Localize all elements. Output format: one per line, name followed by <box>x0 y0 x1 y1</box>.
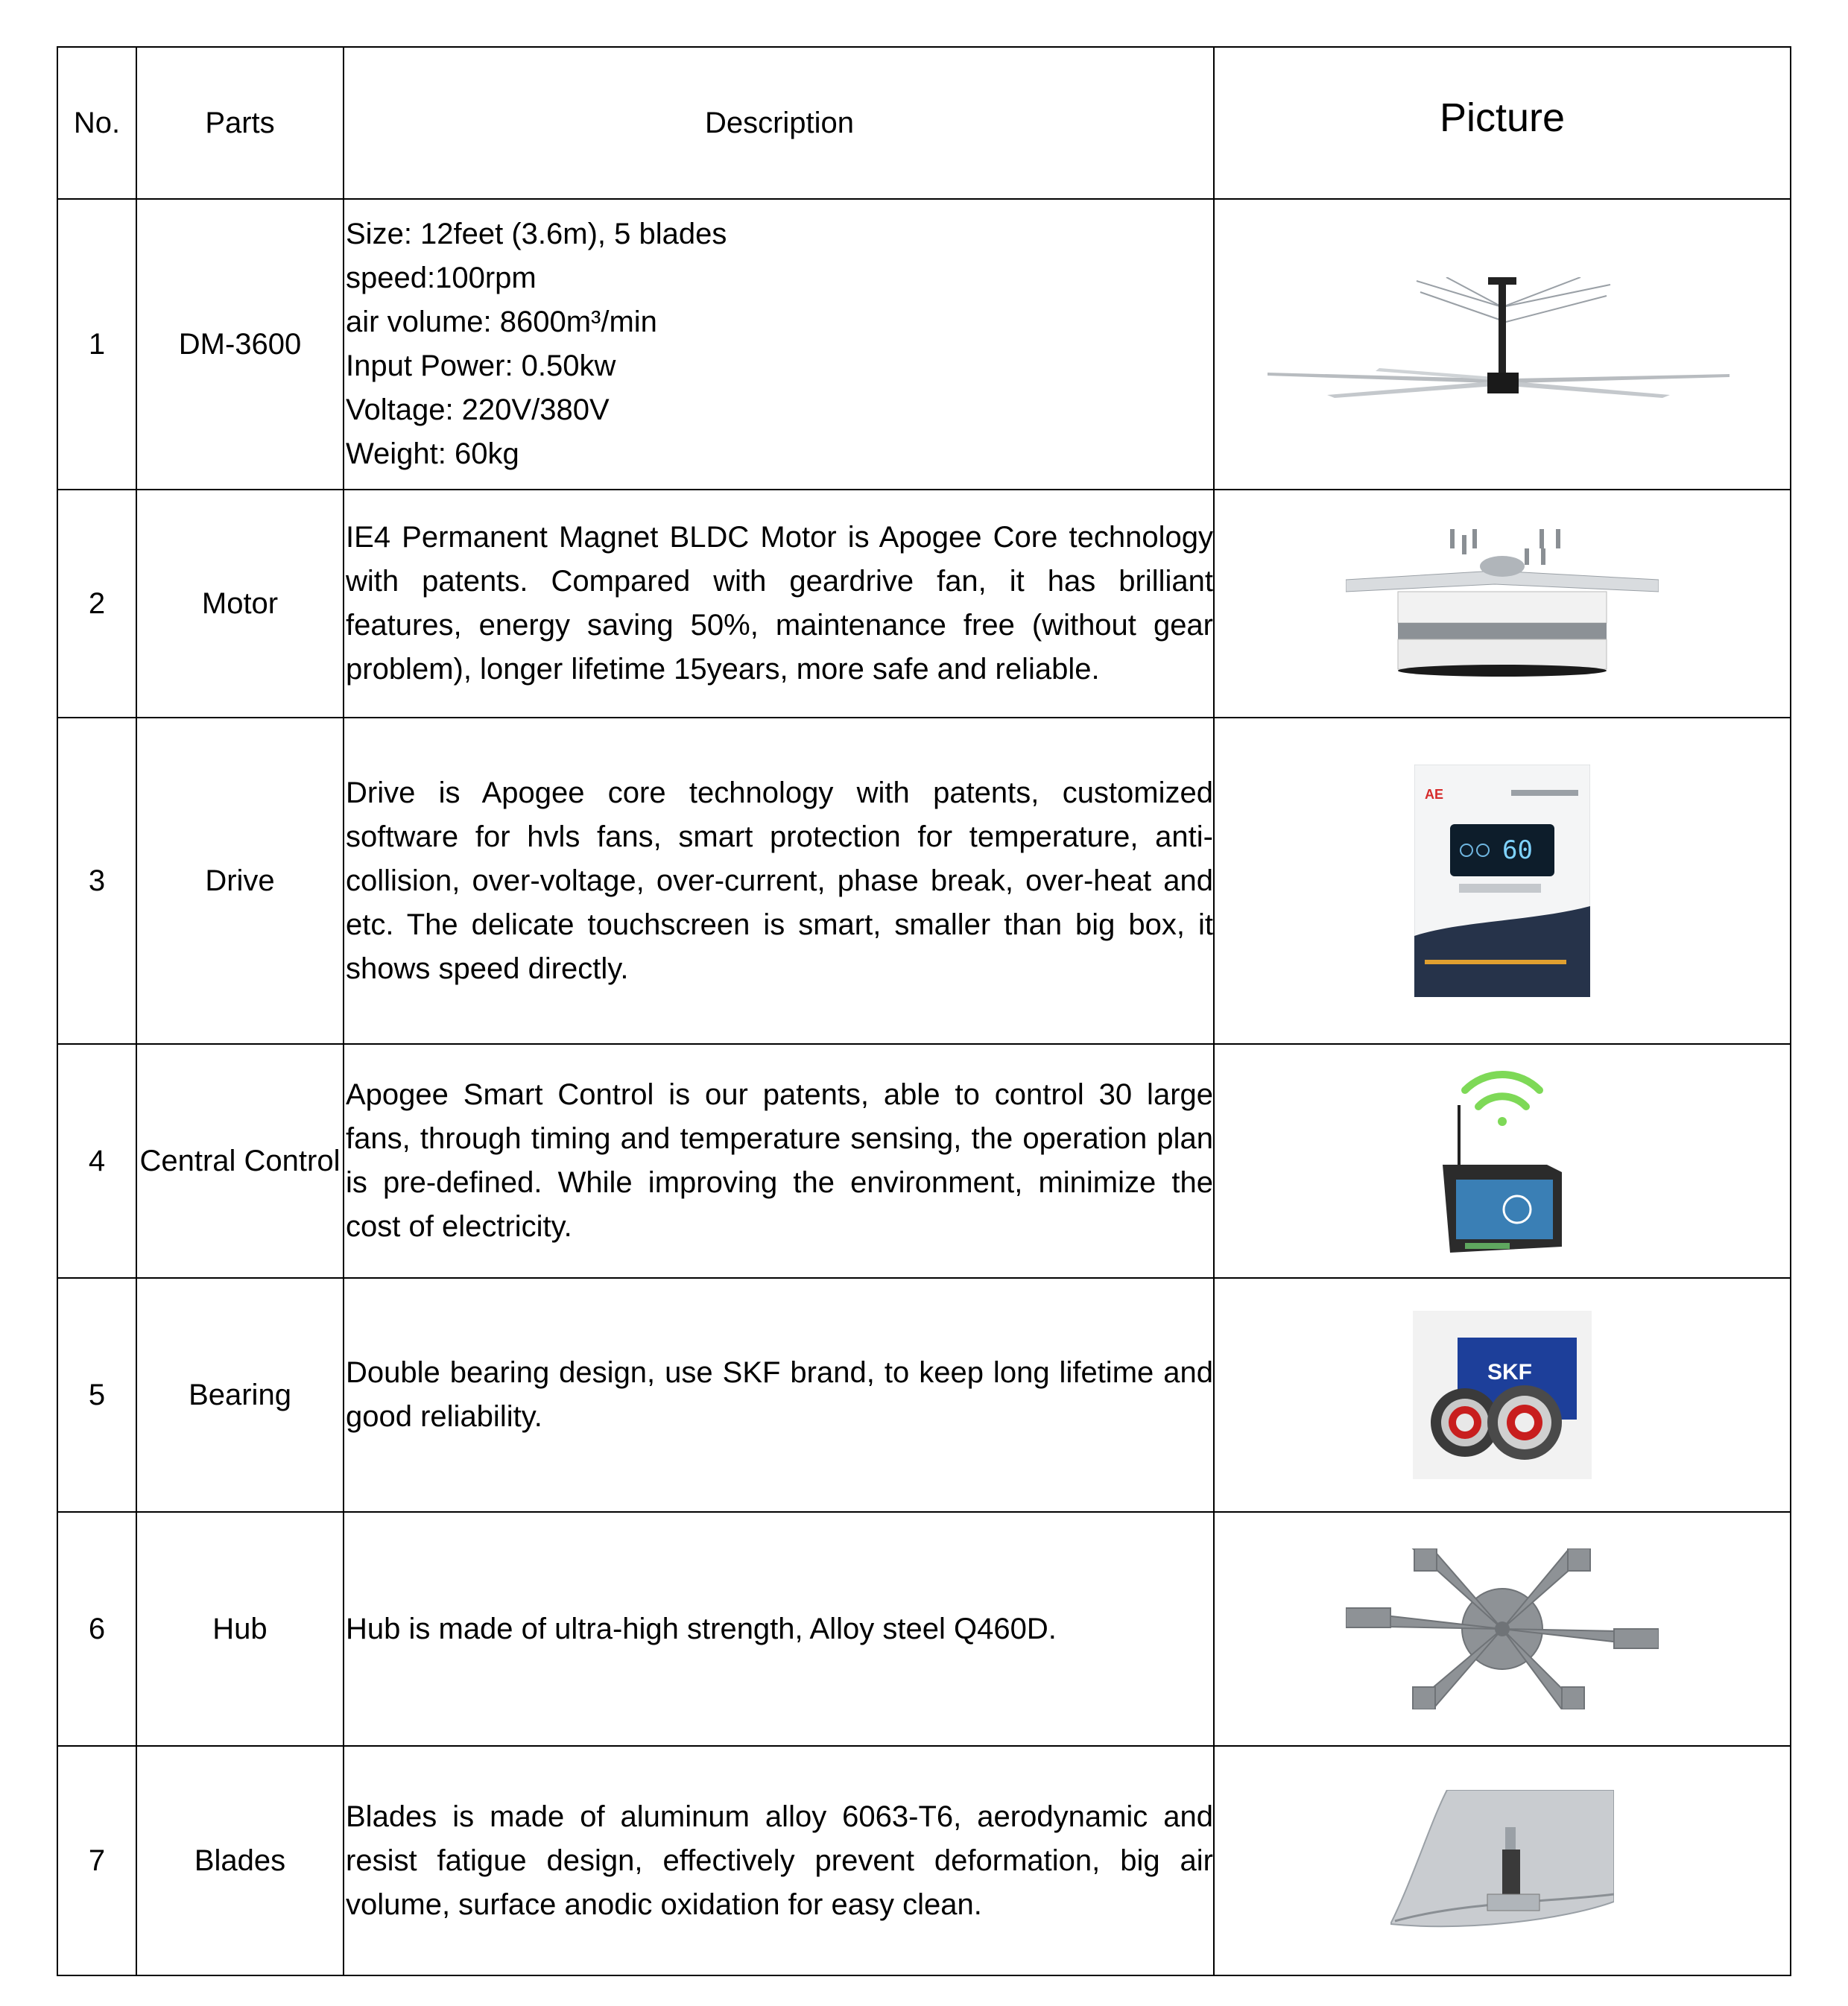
table-row <box>57 1512 1791 1746</box>
row-picture <box>1214 1746 1791 1975</box>
row-picture <box>1214 1278 1791 1512</box>
table-row <box>57 1746 1791 1975</box>
hub-image <box>1346 1548 1659 1709</box>
header-description: Description <box>344 47 1214 199</box>
row-description: Drive is Apogee core technology with patents, customized software for hvls fans, smart protection for temperature, anti-collision, over-voltage, over-current, phase break, over-heat and etc. The delicate touchscreen is smart, smaller than big box, it shows speed directly. <box>344 718 1214 1044</box>
header-parts: Parts <box>136 47 344 199</box>
header-no: No. <box>57 47 136 199</box>
row-picture <box>1214 718 1791 1044</box>
row-no: 4 <box>57 1044 136 1278</box>
row-picture <box>1214 1044 1791 1278</box>
blade-image <box>1390 1790 1614 1931</box>
row-part: Bearing <box>136 1278 344 1512</box>
spec-line: air volume: 8600m³/min <box>346 306 657 338</box>
row-no: 7 <box>57 1746 136 1975</box>
row-description: Hub is made of ultra-high strength, Alloy steel Q460D. <box>344 1512 1214 1746</box>
row-no: 6 <box>57 1512 136 1746</box>
row-no: 2 <box>57 490 136 718</box>
row-description: Double bearing design, use SKF brand, to keep long lifetime and good reliability. <box>344 1278 1214 1512</box>
row-no: 3 <box>57 718 136 1044</box>
bearing-brand-logo: SKF <box>1487 1360 1532 1385</box>
fan-image <box>1268 277 1737 411</box>
row-description: Blades is made of aluminum alloy 6063-T6, aerodynamic and resist fatigue design, effectively prevent deformation, big air volume, surface anodic oxidation for easy clean. <box>344 1746 1214 1975</box>
header-row <box>57 47 1791 199</box>
drive-display-value: 60 <box>1502 835 1533 865</box>
row-description <box>344 199 1214 490</box>
table-row <box>57 490 1791 718</box>
row-picture <box>1214 490 1791 718</box>
table-row <box>57 199 1791 490</box>
row-part: Motor <box>136 490 344 718</box>
header-picture: Picture <box>1214 47 1791 199</box>
spec-line: Weight: 60kg <box>346 437 519 470</box>
spec-line: speed:100rpm <box>346 262 537 294</box>
table-row <box>57 1044 1791 1278</box>
spec-line: Size: 12feet (3.6m), 5 blades <box>346 218 727 250</box>
row-no: 1 <box>57 199 136 490</box>
wifi-icon <box>1465 1075 1540 1126</box>
central-control-image <box>1435 1060 1569 1262</box>
row-part: Hub <box>136 1512 344 1746</box>
row-part: DM-3600 <box>136 199 344 490</box>
row-description: Apogee Smart Control is our patents, able to control 30 large fans, through timing and temperature sensing, the operation plan is pre-defined. While improving the environment, minimize the cost of electricity. <box>344 1044 1214 1278</box>
spec-line: Input Power: 0.50kw <box>346 349 616 382</box>
table-row <box>57 718 1791 1044</box>
drive-image <box>1414 765 1590 997</box>
drive-brand-logo: AE <box>1425 787 1444 802</box>
row-part: Central Control <box>136 1044 344 1278</box>
row-picture <box>1214 199 1791 490</box>
bearing-image <box>1413 1311 1592 1479</box>
row-part: Drive <box>136 718 344 1044</box>
row-no: 5 <box>57 1278 136 1512</box>
row-picture <box>1214 1512 1791 1746</box>
row-part: Blades <box>136 1746 344 1975</box>
spec-line: Voltage: 220V/380V <box>346 393 610 426</box>
motor-image <box>1346 529 1659 678</box>
row-description: IE4 Permanent Magnet BLDC Motor is Apogee Core technology with patents. Compared with geardrive fan, it has brilliant features, energy saving 50%, maintenance free (without gear problem), longer lifetime 15years, more safe and reliable. <box>344 490 1214 718</box>
parts-table <box>57 46 1791 1976</box>
table-row <box>57 1278 1791 1512</box>
